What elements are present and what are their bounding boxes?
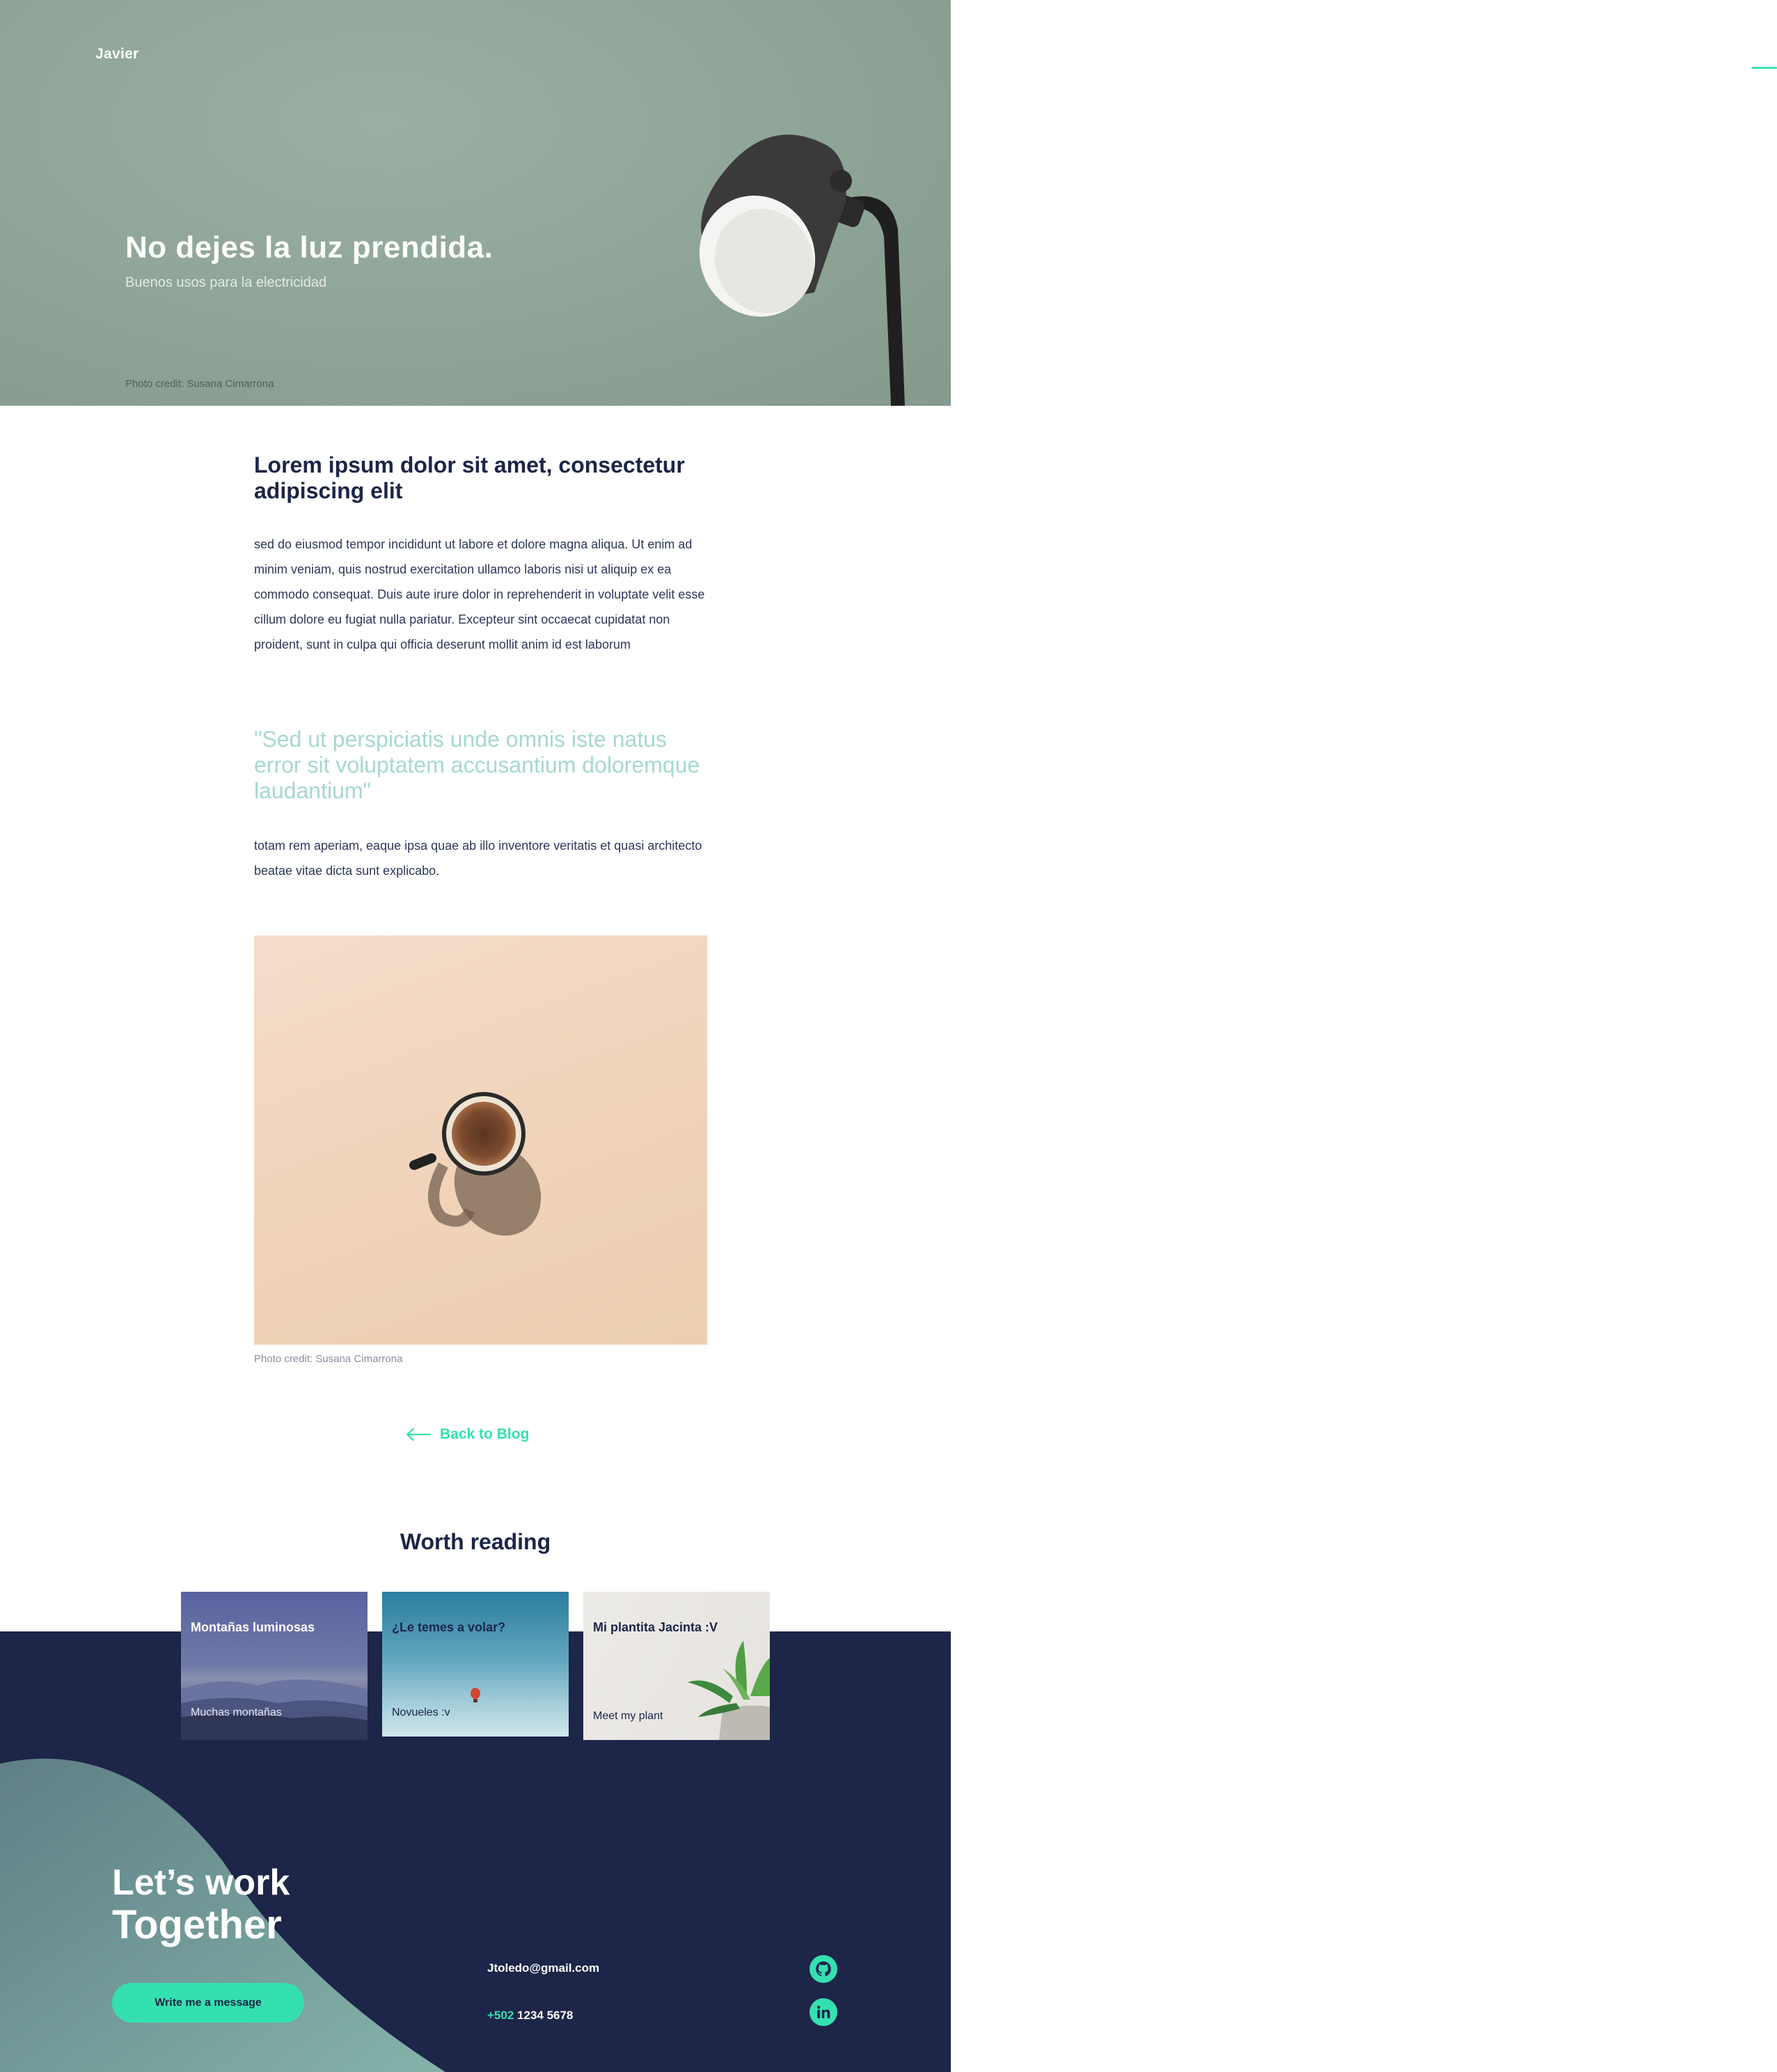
- cta-line-2: Together: [112, 1902, 282, 1947]
- back-to-blog-link[interactable]: [405, 1426, 529, 1443]
- hero-section: [0, 0, 1777, 406]
- lamp-image: [668, 118, 951, 406]
- reading-card-flying[interactable]: [382, 1592, 569, 1737]
- nav-projects-link[interactable]: Projects: [1652, 49, 1696, 61]
- hero-subtitle: Buenos usos para la electricidad: [125, 275, 327, 290]
- article-quote: "Sed ut perspiciatis unde omnis iste natus error sit voluptatem accusantium doloremque laudantium": [254, 727, 700, 803]
- github-icon: [814, 1960, 832, 1978]
- phone-number: 1234 5678: [517, 2009, 574, 2022]
- card-description: Meet my plant: [593, 1710, 663, 1722]
- article-heading: Lorem ipsum dolor sit amet, consectetur adipiscing elit: [254, 452, 685, 503]
- write-message-button[interactable]: Write me a message: [112, 1983, 304, 2023]
- reading-card-mountains[interactable]: [181, 1592, 368, 1737]
- worth-reading-title: Worth reading: [400, 1529, 551, 1554]
- card-description: Novueles :v: [392, 1707, 450, 1718]
- cta-line-1: Let’s work: [112, 1863, 290, 1903]
- brand-logo[interactable]: Javier: [95, 46, 139, 62]
- contact-email-link[interactable]: Jtoledo@gmail.com: [487, 1961, 600, 1975]
- nav-blog-link[interactable]: Blog: [1752, 49, 1777, 61]
- article-paragraph-1: sed do eiusmod tempor incididunt ut labore et dolore magna aliqua. Ut enim ad minim veniam, quis nostrud exercitation ullamco laboris nisi ut aliquip ex ea commodo consequat. Duis aute irure dolor in reprehenderit in voluptate velit esse cillum dolore eu fugiat nulla pariatur. Excepteur sint occaecat cupidatat non proident, sunt in culpa qui officia deserunt mollit anim id est laborum: [254, 537, 705, 651]
- arrow-left-icon: [405, 1427, 432, 1442]
- coffee-photo: [254, 935, 707, 1345]
- linkedin-link[interactable]: [809, 1998, 837, 2026]
- coffee-cup-image: [254, 935, 707, 1345]
- hero-title: No dejes la luz prendida.: [125, 230, 493, 264]
- card-title: ¿Le temes a volar?: [392, 1620, 506, 1634]
- github-link[interactable]: [809, 1955, 837, 1983]
- article-paragraph-2: totam rem aperiam, eaque ipsa quae ab illo inventore veritatis et quasi architecto beatae vitae dicta sunt explicabo.: [254, 839, 702, 878]
- card-title: Mi plantita Jacinta :V: [593, 1620, 718, 1634]
- phone-country-code: +502: [487, 2009, 514, 2022]
- footer-cta-heading: [112, 1863, 290, 1947]
- reading-card-plant[interactable]: [583, 1592, 770, 1740]
- hero-photo-credit: Photo credit: Susana Cimarrona: [125, 378, 274, 390]
- card-title: Montañas luminosas: [191, 1620, 315, 1634]
- linkedin-icon: [814, 2003, 832, 2021]
- article-body: [254, 452, 710, 878]
- card-description: Muchas montañas: [191, 1707, 282, 1718]
- contact-phone[interactable]: [487, 2009, 573, 2023]
- article-photo-credit: Photo credit: Susana Cimarrona: [254, 1353, 403, 1365]
- back-to-blog-label: Back to Blog: [440, 1426, 530, 1442]
